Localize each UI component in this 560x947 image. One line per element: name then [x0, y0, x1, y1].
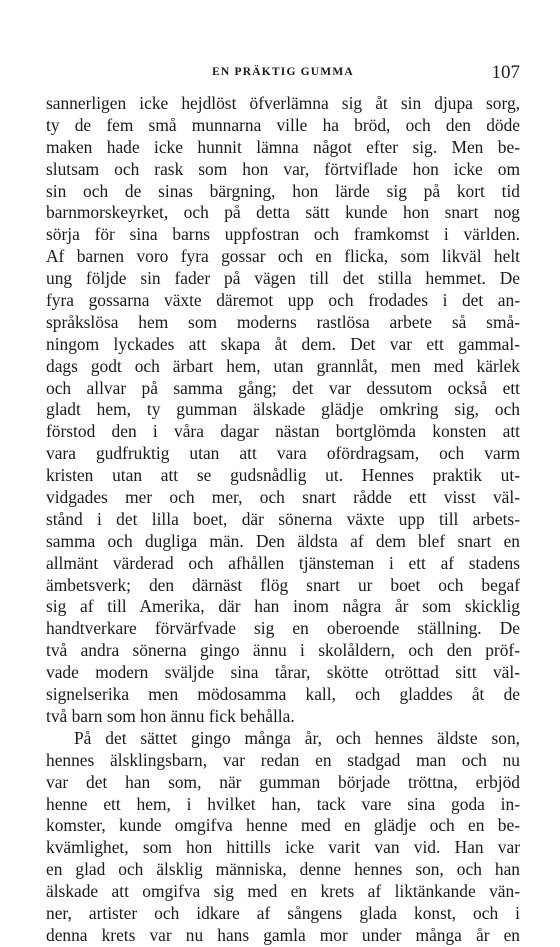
text-line: samma och dugliga män. Den äldsta af dem blef snart en	[46, 530, 520, 551]
text-line: var det han som, när gumman började tröttna, erbjöd	[46, 771, 520, 792]
text-line: ner, artister och idkare af sångens glada konst, och i	[46, 902, 520, 923]
text-line: slutsam och rask som hon var, förtviflade hon icke om	[46, 158, 520, 179]
text-line: barnmorskeyrket, och på detta sätt kunde hon snart nog	[46, 202, 520, 223]
text-line: komster, kunde omgifva henne med en glädje och en be-	[46, 815, 520, 836]
text-line: vara gudfruktig utan att vara ofördragsam, och varm	[46, 443, 520, 464]
text-line: Af barnen voro fyra gossar och en flicka, som likväl helt	[46, 246, 520, 267]
text-line: och allvar på samma gång; det var dessutom också ett	[46, 377, 520, 398]
text-line: förstod den i våra dagar nästan bortglömda konsten att	[46, 421, 520, 442]
text-line: sin och de sinas bärgning, hon lärde sig på kort tid	[46, 180, 520, 201]
text-line: två andra sönerna gingo ännu i skolåldern, och den pröf-	[46, 640, 520, 661]
text-line: sig af till Amerika, där han inom några år som skicklig	[46, 596, 520, 617]
running-head	[46, 62, 520, 86]
running-title: EN PRÄKTIG GUMMA	[212, 66, 354, 78]
text-line: henne ett hem, i hvilket han, tack vare sina goda in-	[46, 793, 520, 814]
text-line: signelserika men mödosamma kall, och gladdes åt de	[46, 684, 520, 705]
text-line: På det sättet gingo många år, och hennes äldste son,	[74, 727, 520, 748]
text-line: ty de fem små munnarna ville ha bröd, och den döde	[46, 114, 520, 135]
text-line: maken hade icke hunnit lämna något efter sig. Men be-	[46, 136, 520, 157]
text-line: allmänt värderad och afhållen tjänsteman i ett af stadens	[46, 552, 520, 573]
text-line: en glad och älsklig människa, denne hennes son, och han	[46, 859, 520, 880]
text-line: ung följde sin fader på vägen till det stilla hemmet. De	[46, 268, 520, 289]
text-line: sörja för sina barns uppfostran och framkomst i världen.	[46, 224, 520, 245]
text-line: stånd i det lilla boet, där sönerna växte upp till arbets-	[46, 508, 520, 529]
text-line: två barn som hon ännu fick behålla.	[46, 705, 295, 726]
text-line: ningom lyckades att skapa åt dem. Det var ett gammal-	[46, 333, 520, 354]
page-number: 107	[491, 62, 520, 83]
text-line: ämbetsverk; den därnäst flög snart ur boet och begaf	[46, 574, 520, 595]
text-line: vidgades mer och mer, och snart rådde ett visst väl-	[46, 487, 520, 508]
text-line: kristen utan att se gudsnådlig ut. Hennes praktik ut-	[46, 465, 520, 486]
body-text	[46, 93, 520, 947]
text-line: denna krets var nu hans gamla mor under många år en	[46, 924, 520, 945]
text-line: språkslösa hem som moderns rastlösa arbete så små-	[46, 311, 520, 332]
text-line: hennes älsklingsbarn, var redan en stadgad man och nu	[46, 749, 520, 770]
text-line: kvämlighet, som hon hittills icke varit van vid. Han var	[46, 837, 520, 858]
text-line: gladt hem, ty gumman älskade glädje omkring sig, och	[46, 399, 520, 420]
text-line: älskade att omgifva sig med en krets af liktänkande vän-	[46, 881, 520, 902]
text-line: sannerligen icke hejdlöst öfverlämna sig åt sin djupa sorg,	[46, 93, 520, 113]
text-line: fyra gossarna växte däremot upp och frodades i det an-	[46, 290, 520, 311]
text-line: vade modern sväljde sina tårar, skötte otröttad sitt väl-	[46, 662, 520, 683]
text-line: dags godt och ärbart hem, utan grannlåt, men med kärlek	[46, 355, 520, 376]
text-line: handtverkare förvärfvade sig en oberoende ställning. De	[46, 618, 520, 639]
